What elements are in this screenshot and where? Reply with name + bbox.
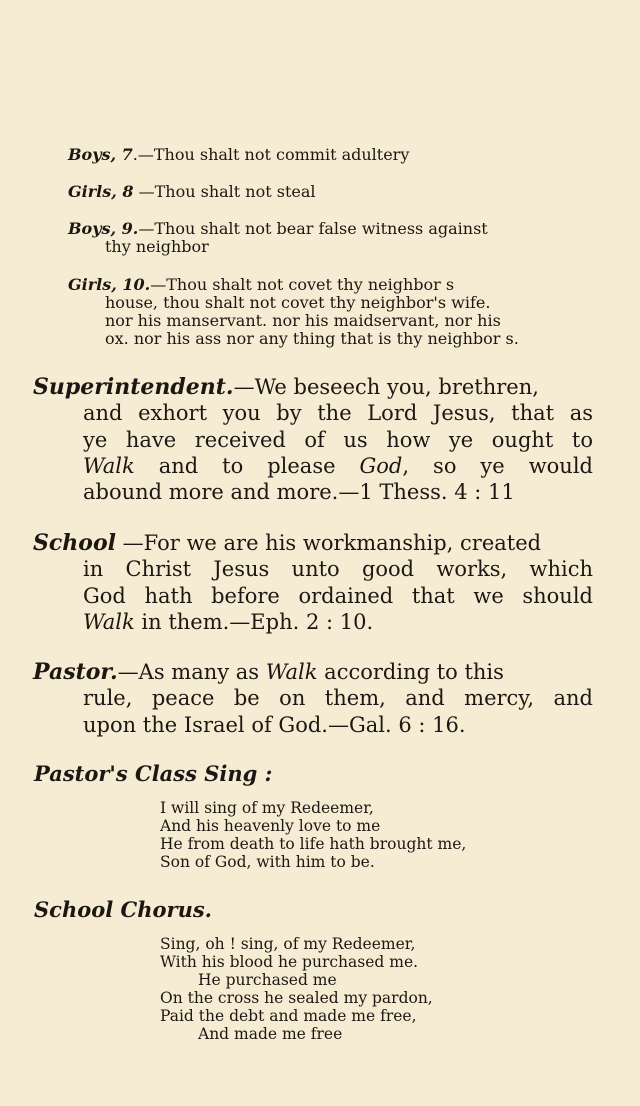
speaker-school: School — [33, 530, 116, 556]
hymn-verse-school-chorus — [160, 935, 433, 1043]
hymn-line: I will sing of my Redeemer, — [160, 799, 374, 817]
hymn-verse-pastors-class — [160, 799, 466, 871]
speaker-girls-8: Girls, 8 — [68, 182, 134, 201]
hymn-line: He purchased me — [198, 971, 337, 989]
hymn-heading-school-chorus: School Chorus. — [34, 897, 212, 922]
commandment-10 — [68, 276, 590, 348]
reading-line: abound more and more.—1 Thess. 4 : 11 — [83, 480, 515, 505]
commandment-7 — [68, 146, 590, 164]
hymn-line: On the cross he sealed my pardon, — [160, 989, 433, 1007]
reading-text: —As many as — [117, 660, 266, 684]
reading-text: in them.—Eph. 2 : 10. — [134, 609, 374, 634]
reading-text: —We beseech you, brethren, — [233, 375, 539, 399]
reading-line: and exhort you by the Lord Jesus, that as — [83, 401, 593, 426]
commandment-8 — [68, 183, 590, 201]
reading-text: and to please — [134, 453, 360, 478]
commandment-continuation: ox. nor his ass nor any thing that is thy neighbor s. — [105, 329, 519, 348]
speaker-pastor: Pastor. — [33, 659, 118, 685]
hymn-line: With his blood he purchased me. — [160, 953, 419, 971]
commandment-text: .—Thou shalt not commit adultery — [132, 145, 410, 164]
reading-line: in Christ Jesus unto good works, which — [83, 557, 593, 582]
commandment-text: —Thou shalt not bear false witness against — [138, 219, 488, 238]
reading-pastor — [33, 659, 593, 738]
speaker-boys-7: Boys, 7 — [68, 145, 133, 164]
emphasis-walk: Walk — [83, 609, 135, 634]
commandment-9 — [68, 220, 590, 256]
hymn-line: He from death to life hath brought me, — [160, 835, 467, 853]
reading-line: rule, peace be on them, and mercy, and — [83, 686, 593, 711]
reading-text: , so ye would — [402, 453, 593, 478]
hymn-line: And made me free — [198, 1025, 343, 1043]
hymn-line: Son of God, with him to be. — [160, 853, 375, 871]
hymn-line: Sing, oh ! sing, of my Redeemer, — [160, 935, 416, 953]
reading-line: ye have received of us how ye ought to — [83, 427, 593, 452]
reading-line — [33, 609, 593, 635]
reading-line: upon the Israel of God.—Gal. 6 : 16. — [83, 712, 466, 737]
reading-text: —For we are his workmanship, created — [115, 531, 542, 555]
commandment-text: —Thou shalt not steal — [133, 182, 316, 201]
emphasis-god: God — [359, 453, 403, 478]
reading-line: God hath before ordained that we should — [83, 583, 593, 608]
emphasis-walk: Walk — [83, 453, 135, 478]
reading-text: according to this — [317, 660, 504, 684]
reading-line — [33, 453, 593, 479]
speaker-girls-10: Girls, 10. — [68, 275, 151, 294]
commandment-continuation: house, thou shalt not covet thy neighbor's wife. — [105, 293, 491, 312]
reading-school — [33, 530, 593, 635]
reading-superintendent — [33, 374, 593, 505]
emphasis-walk: Walk — [265, 660, 318, 684]
commandment-continuation: nor his manservant. nor his maidservant, nor his — [105, 311, 501, 330]
commandment-text: —Thou shalt not covet thy neighbor s — [150, 275, 455, 294]
speaker-superintendent: Superintendent. — [33, 374, 234, 400]
hymn-line: And his heavenly love to me — [160, 817, 381, 835]
hymn-line: Paid the debt and made me free, — [160, 1007, 417, 1025]
hymn-heading-pastors-class: Pastor's Class Sing : — [34, 761, 273, 786]
speaker-boys-9: Boys, 9. — [68, 219, 139, 238]
commandment-continuation: thy neighbor — [105, 237, 209, 256]
